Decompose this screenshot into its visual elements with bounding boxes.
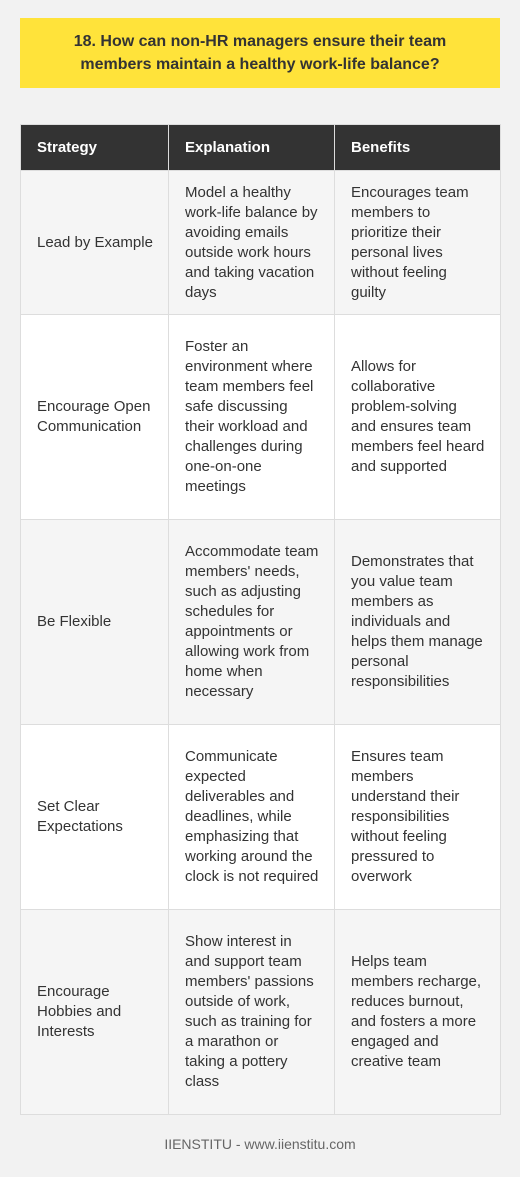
cell-benefits: Helps team members recharge, reduces burnout, and fosters a more engaged and creative team [335,910,501,1115]
cell-explanation: Communicate expected deliverables and deadlines, while emphasizing that working around the clock is not required [169,725,335,910]
table-row [21,910,501,1115]
cell-benefits: Ensures team members understand their responsibilities without feeling pressured to overwork [335,725,501,910]
cell-strategy: Encourage Open Communication [21,315,169,520]
strategy-table [20,124,501,1115]
cell-explanation: Foster an environment where team members feel safe discussing their workload and challenges during one-on-one meetings [169,315,335,520]
cell-benefits: Allows for collaborative problem-solving and ensures team members feel heard and supported [335,315,501,520]
cell-explanation: Accommodate team members' needs, such as adjusting schedules for appointments or allowing work from home when necessary [169,520,335,725]
cell-benefits: Encourages team members to prioritize their personal lives without feeling guilty [335,171,501,315]
column-header-benefits: Benefits [335,125,501,171]
cell-strategy: Encourage Hobbies and Interests [21,910,169,1115]
cell-strategy: Lead by Example [21,171,169,315]
column-header-strategy: Strategy [21,125,169,171]
table-row [21,315,501,520]
cell-strategy: Be Flexible [21,520,169,725]
table-row [21,171,501,315]
page-title: 18. How can non-HR managers ensure their team members maintain a healthy work-life balance? [73,33,447,73]
cell-benefits: Demonstrates that you value team members as individuals and helps them manage personal responsibilities [335,520,501,725]
table-row [21,725,501,910]
table-header-row [21,125,501,171]
title-banner [20,18,500,88]
cell-strategy: Set Clear Expectations [21,725,169,910]
cell-explanation: Show interest in and support team members' passions outside of work, such as training for a marathon or taking a pottery class [169,910,335,1115]
footer-credit: IIENSTITU - www.iienstitu.com [164,1136,356,1152]
table-row [21,520,501,725]
column-header-explanation: Explanation [169,125,335,171]
cell-explanation: Model a healthy work-life balance by avoiding emails outside work hours and taking vacation days [169,171,335,315]
